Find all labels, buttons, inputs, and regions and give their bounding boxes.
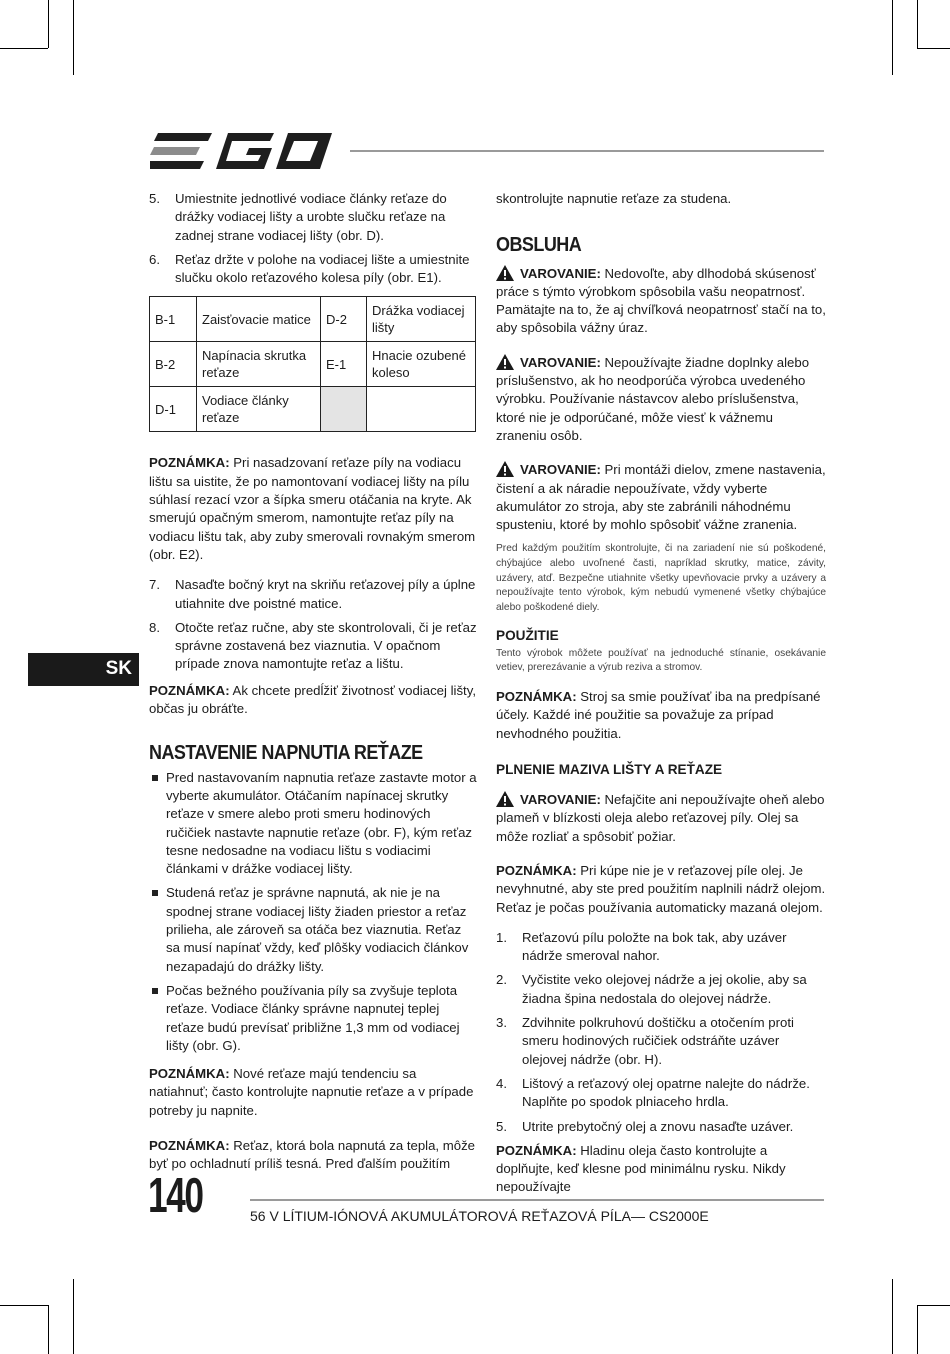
footer-rule xyxy=(250,1199,824,1201)
language-tab: SK xyxy=(28,653,139,686)
section-subheading: PLNENIE MAZIVA LIŠTY A REŤAZE xyxy=(496,761,723,777)
note-paragraph: POZNÁMKA: Hladinu oleja často kontrolujte a doplňujte, keď klesne pod minimálnu rysku. Nikdy nepoužívajte xyxy=(496,1142,786,1195)
ego-logo xyxy=(150,131,332,171)
oil-fill-steps xyxy=(496,929,826,1136)
note-paragraph: POZNÁMKA: Reťaz, ktorá bola napnutá za tepla, môže byť po ochladnutí príliš tesná. Pred ďalším použitím xyxy=(149,1137,475,1172)
section-heading: OBSLUHA xyxy=(496,234,582,257)
table-cell: Hnacie ozubené koleso xyxy=(367,342,476,387)
list-item: 4. Lištový a reťazový olej opatrne nalejte do nádrže. Naplňte po spodok plniaceho hrdla. xyxy=(496,1075,810,1110)
list-item: Studená reťaz je správne napnutá, ak nie je na spodnej strane vodiacej lišty žiaden priestor a reťaz prilieha, ale zároveň sa otáča bez viaznutia. Reťaz sa musí napínať vždy, keď plôšky vodiacich článkov nezapadajú do drážky lišty. xyxy=(149,884,477,975)
bullet-square xyxy=(152,988,158,994)
footer-title: 56 V LÍTIUM-IÓNOVÁ AKUMULÁTOROVÁ REŤAZOVÁ PÍLA— CS2000E xyxy=(250,1208,709,1224)
table-cell: Zaisťovacie matice xyxy=(197,297,321,342)
table-cell-empty xyxy=(321,387,367,432)
crop-mark xyxy=(917,48,950,49)
table-row xyxy=(150,342,476,387)
header-rule xyxy=(350,150,824,152)
list-item: 1. Reťazovú pílu položte na bok tak, aby uzáver nádrže smeroval nahor. xyxy=(496,929,787,964)
warning-icon xyxy=(496,791,514,807)
list-item: 8. Otočte reťaz ručne, aby ste skontrolovali, či je reťaz správne zostavená bez viaznutia. V opačnom prípade znova namontujte reťaz a lištu. xyxy=(149,619,477,672)
bullet-square xyxy=(152,890,158,896)
list-item: Pred nastavovaním napnutia reťaze zastavte motor a vyberte akumulátor. Otáčaním napínacej skrutky reťaze v smere alebo proti smeru hodinových ručičiek nastavte napnutie reťaze (obr. F), kým reťaz tesne nedosadne na vodiacu lištu s vodiacimi článkami v drážke vodiacej lišty. xyxy=(149,769,477,879)
table-cell-empty xyxy=(367,387,476,432)
list-item: 5. Umiestnite jednotlivé vodiace články reťaze do drážky vodiacej lišty a urobte slučku reťaze na zadnej strane vodiacej lišty (obr. D). xyxy=(149,191,447,243)
crop-mark xyxy=(892,0,893,75)
list-item: 6. Reťaz držte v polohe na vodiacej lište a umiestnite slučku okolo reťazového kolesa píly (obr. E1). xyxy=(149,251,470,286)
table-cell: Napínacia skrutka reťaze xyxy=(197,342,321,387)
warning-paragraph: VAROVANIE: Nedovoľte, aby dlhodobá skúsenosť práce s týmto výrobkom spôsobila vašu neopatrnosť. Pamätajte na to, že aj chvíľková neopatrnosť stačí na to, aby spôsobila vážny úraz. xyxy=(496,265,826,336)
crop-mark xyxy=(0,48,48,49)
crop-mark xyxy=(917,1305,950,1306)
crop-mark xyxy=(0,1305,48,1306)
list-item: 7. Nasaďte bočný kryt na skriňu reťazovej píly a úplne utiahnite dve poistné matice. xyxy=(149,577,476,611)
table-cell: D-1 xyxy=(150,387,197,432)
crop-mark xyxy=(73,0,74,75)
table-cell: D-2 xyxy=(321,297,367,342)
page-number: 140 xyxy=(148,1169,203,1223)
table-cell: B-2 xyxy=(150,342,197,387)
table-cell: Drážka vodiacej lišty xyxy=(367,297,476,342)
crop-mark xyxy=(892,1279,893,1354)
section-heading: NASTAVENIE NAPNUTIA REŤAZE xyxy=(149,742,423,765)
table-row xyxy=(150,297,476,342)
table-cell: E-1 xyxy=(321,342,367,387)
list-item: 5. Utrite prebytočný olej a znovu nasaďte uzáver. xyxy=(496,1118,794,1134)
use-text: Tento výrobok môžete používať na jednoduché stínanie, osekávanie vetiev, prerezávanie a výrub reziva a stromov. xyxy=(496,647,826,674)
list-item: 3. Zdvihnite polkruhovú doštičku a otočením proti smeru hodinových ručičiek odstráňte uzáver olejovej nádrže (obr. H). xyxy=(496,1015,794,1067)
right-column xyxy=(496,190,826,1197)
note-paragraph: POZNÁMKA: Stroj sa smie používať iba na predpísané účely. Každé iné použitie sa považuje za prípad nevhodného použitia. xyxy=(496,688,821,741)
note-paragraph: POZNÁMKA: Pri nasadzovaní reťaze píly na vodiacu lištu sa uistite, že po namontovaní vodiacej lišty na pílu súhlasí rezací vzor a šípka smeru otáčania na kryte. Ak smerujú opačným smerom, namontujte reťaz píly na vodiacu lištu tak, aby zuby smerovali rovnakým smerom (obr. E2). xyxy=(149,455,476,562)
table-cell: Vodiace články reťaze xyxy=(197,387,321,432)
note-paragraph: POZNÁMKA: Ak chcete predĺžiť životnosť vodiacej lišty, občas ju obráťte. xyxy=(149,682,476,717)
continued-text: skontrolujte napnutie reťaze za studena. xyxy=(496,191,732,206)
tension-bullets xyxy=(149,769,477,1055)
note-paragraph: POZNÁMKA: Nové reťaze majú tendenciu sa natiahnuť; často kontrolujte napnutie reťaze a v prípade potreby ju napnite. xyxy=(149,1066,474,1118)
warning-paragraph: VAROVANIE: Nefajčite ani nepoužívajte oheň alebo plameň v blízkosti oleja alebo reťazovej píly. Olej sa môže rozliať a spôsobiť požiar. xyxy=(496,792,825,844)
warning-icon xyxy=(496,461,514,477)
crop-mark xyxy=(73,1279,74,1354)
bullet-square xyxy=(152,775,158,781)
warning-paragraph: VAROVANIE: Pri montáži dielov, zmene nastavenia, čistení a ak náradie nepoužívate, vždy vyberte akumulátor zo stroja, aby ste zabránili náhodnému spusteniu, ktoré by mohlo spôsobiť vážne zranenia. xyxy=(496,462,826,533)
assembly-steps-continued xyxy=(149,576,477,673)
warning-paragraph: VAROVANIE: Nepoužívajte žiadne doplnky alebo príslušenstvo, ak ho neodporúča výrobca uvedeného výrobku. Používanie nástavcov alebo príslušenstva, ktoré nie je odporúčané, môže viesť k vážnemu zraneniu osôb. xyxy=(496,354,810,443)
list-item: Počas bežného používania píly sa zvyšuje teplota reťaze. Vodiace články správne napnutej teplej reťaze budú prevísať približne 1,3 mm od vodiacej lišty (obr. G). xyxy=(149,982,477,1055)
table-cell: B-1 xyxy=(150,297,197,342)
crop-mark xyxy=(917,1305,918,1354)
section-subheading: POUŽITIE xyxy=(496,628,559,644)
assembly-steps xyxy=(149,190,477,287)
warning-icon xyxy=(496,354,514,370)
warning-icon xyxy=(496,265,514,281)
safety-check-text: Pred každým použitím skontrolujte, či na zariadení nie sú poškodené, chýbajúce alebo uvoľnené časti, napríklad skrutky, matice, závity, uzávery, atď. Bezpečne utiahnite všetky upevňovacie prvky a uzávery a nepoužívajte tento výrobok, kým nebudú vymenené všetky chýbajúce alebo poškodené diely. xyxy=(496,543,826,613)
list-item: 2. Vyčistite veko olejovej nádrže a jej okolie, aby sa žiadna špina nedostala do olejovej nádrže. xyxy=(496,972,807,1006)
left-column xyxy=(149,190,477,1174)
crop-mark xyxy=(48,1305,49,1354)
crop-mark xyxy=(48,0,49,48)
crop-mark xyxy=(917,0,918,48)
parts-table xyxy=(149,296,476,432)
note-paragraph: POZNÁMKA: Pri kúpe nie je v reťazovej píle olej. Je nevyhnutné, aby ste pred použitím naplnili nádrž olejom. Reťaz je počas používania automaticky mazaná olejom. xyxy=(496,862,826,915)
table-row xyxy=(150,387,476,432)
